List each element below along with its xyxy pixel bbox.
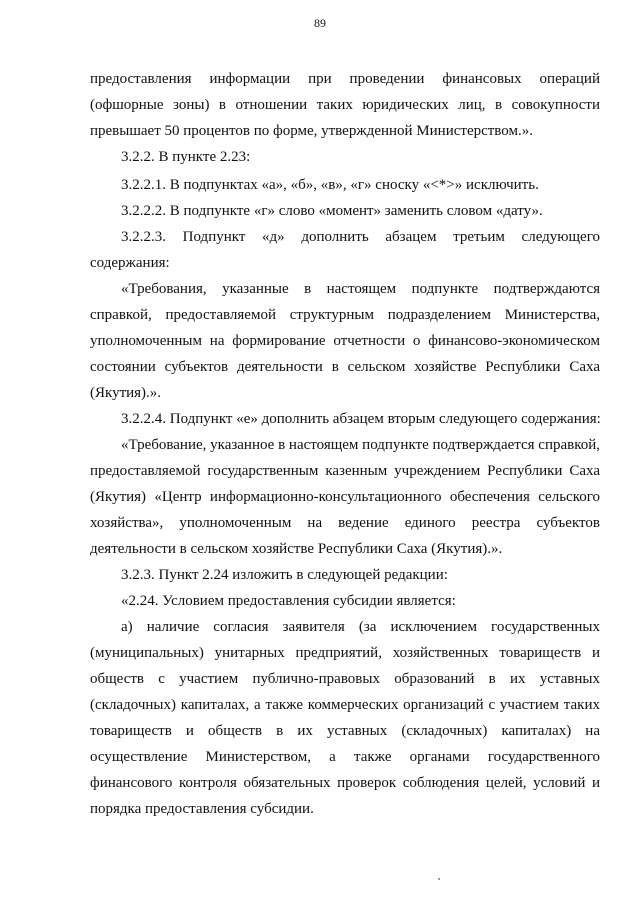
- text-line: содержания:: [90, 255, 170, 271]
- text-line: (Якутия) «Центр информационно-консультационного обеспечения сельского: [90, 489, 600, 505]
- text-line: деятельности в сельском хозяйстве Республики Саха (Якутия).».: [90, 541, 503, 557]
- text-line: товариществ и обществ в их уставных (складочных) капиталах) на: [90, 723, 600, 739]
- text-line: 3.2.2. В пункте 2.23:: [121, 149, 251, 165]
- text-line: справкой, предоставляемой структурным подразделением Министерства,: [90, 307, 600, 323]
- text-line: «Требования, указанные в настоящем подпункте подтверждаются: [121, 281, 600, 297]
- text-line: (складочных) капиталах, а также коммерческих организаций с участием таких: [90, 697, 600, 713]
- text-line: состоянии субъектов деятельности в сельском хозяйстве Республики Саха: [90, 359, 600, 375]
- text-line: порядка предоставления субсидии.: [90, 801, 314, 817]
- text-line: обществ с участием публично-правовых образований в их уставных: [90, 671, 600, 687]
- text-line: осуществление Министерством, а также органами государственного: [90, 749, 600, 765]
- text-line: (Якутия).».: [90, 385, 162, 401]
- text-line: (офшорные зоны) в отношении таких юридических лиц, в совокупности: [90, 97, 600, 113]
- text-line: «2.24. Условием предоставления субсидии является:: [121, 593, 456, 609]
- text-line: предоставляемой государственным казенным учреждением Республики Саха: [90, 463, 600, 479]
- page-number: 89: [314, 16, 326, 30]
- text-line: а) наличие согласия заявителя (за исключением государственных: [121, 619, 600, 635]
- text-line: 3.2.3. Пункт 2.24 изложить в следующей редакции:: [121, 567, 448, 583]
- text-line: хозяйства», уполномоченным на ведение единого реестра субъектов: [90, 515, 600, 531]
- text-line: 3.2.2.3. Подпункт «д» дополнить абзацем третьим следующего: [121, 229, 600, 245]
- text-line: 3.2.2.1. В подпунктах «а», «б», «в», «г» сноску «<*>» исключить.: [121, 177, 539, 193]
- text-line: «Требование, указанное в настоящем подпункте подтверждается справкой,: [121, 437, 601, 453]
- text-line: 3.2.2.4. Подпункт «е» дополнить абзацем вторым следующего содержания:: [121, 411, 601, 427]
- text-line: превышает 50 процентов по форме, утвержденной Министерством.».: [90, 123, 533, 139]
- text-line: 3.2.2.2. В подпункте «г» слово «момент» заменить словом «дату».: [121, 203, 543, 219]
- scan-speck: [438, 878, 440, 880]
- text-line: предоставления информации при проведении финансовых операций: [90, 71, 600, 87]
- text-line: (муниципальных) унитарных предприятий, хозяйственных товариществ и: [90, 645, 600, 661]
- text-line: финансового контроля обязательных проверок соблюдения целей, условий и: [90, 775, 600, 791]
- text-line: уполномоченным на формирование отчетности о финансово-экономическом: [90, 333, 600, 349]
